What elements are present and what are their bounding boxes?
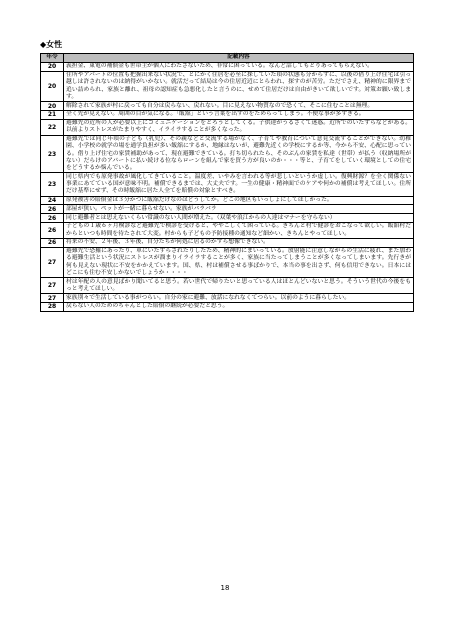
table-body: [41, 63, 414, 312]
age-cell: 27: [41, 247, 64, 277]
content-cell: 子どもの１歳６ヶ月検診など避難先で検診を受けると、ややこしくて困っている。きちんと村で健診をおこなって欲しい。飯舘村だからといつも時間を待たされて大変。村からも子どもの予防接種の通知など細かい、きちんとやってほしい。: [64, 223, 414, 239]
content-cell: 家族別々で生活している事がつらい。自分の家に避難、放話になれなくてつらい。以前のように暮らしたい。: [64, 294, 414, 303]
table-row: [41, 102, 414, 111]
age-cell: 26: [41, 205, 64, 214]
content-cell: 住所やアパートの位置も把握出来ない状況で、とにかく住居を必至に探していた頃の状態も分からずに、以後の借り上げ住宅は引っ越しは許されないのは納得がいかない。就活だって結局は今の住居近辺にとらわれ、探すのが苦労。ただでさえ、精神的に限界まで追い詰められ、家族と離れ、祖母の認知症も急悪化したと言うのに、せめて住居だけは自由がきいて欲しいです。対策お願い致します。: [64, 71, 414, 101]
content-cell: 同じ避難者とは思えないくらい常識のない人間が増えた。（双葉や浪江からの人達はマナーを守らない）: [64, 214, 414, 223]
age-cell: 22: [41, 119, 64, 135]
content-cell: 部屋が狭い。ペットが一緒に暮らせない。家族がバラバラ: [64, 205, 414, 214]
table-row: [41, 303, 414, 312]
age-cell: 23: [41, 135, 64, 173]
table-row: [41, 173, 414, 196]
table-row: [41, 196, 414, 205]
section-title: ◆女性: [40, 40, 63, 49]
content-cell: 戻らない人のためのちゃんとした賠償の継続が必要だと思う。: [64, 303, 414, 312]
table-row: [41, 239, 414, 248]
content-cell: 村は年配の人の意見ばかり聞いてると思う。若い世代で帰りたいと思っている人はほとんどいないと思う。そういう世代の今後をもっと考えてほしい。: [64, 278, 414, 294]
content-column-header: 記載内容: [64, 54, 414, 63]
content-cell: 同じ県内でも原発事故が風化してきていること。温度差、いやみを言われる等が悲しいというか虚しい。復興財源？を全く関係ない事業にあてている国が意味不明。補償できるまでは、大丈夫です。一生の健康・精神面でのケアや何かの補償は考えてほしい。住所だけ基準にせず、その時飯舘に居た人全てを賠償の対象とすべき。: [64, 173, 414, 196]
age-cell: 28: [41, 303, 64, 312]
content-cell: 解除されて家族が村に戻っても自分は戻らない、戻れない。目に見えない物質なので恐くて、そこに住むことは無理。: [64, 102, 414, 111]
content-cell: 避難先では同じ年頃の子ども（乳児）、その親などと交流する場がなく、子育てや教育について意見交流することができない。幼稚園、小学校の就学の場を通学負担が多い飯舘にするか、地縁はないが、避難先近くの学校にするか等、今から不安、心配に思っている。借り上げ住宅の家賃補助があって、現在避難できている。打ち切られたら、そのぶんの家賃を私達（世帯）が払う（収納場所がない）だらけのアパートに払い続ける位ならローンを組んで家を買う方が良いのか・・・等と、子育てをしていく環境としての住宅をどうするか悩んでいる。: [64, 135, 414, 173]
table-row: [41, 294, 414, 303]
age-cell: 26: [41, 239, 64, 248]
age-cell: 20: [41, 63, 64, 72]
age-cell: 26: [41, 214, 64, 223]
age-cell: 26: [41, 223, 64, 239]
age-cell: 20: [41, 71, 64, 101]
page-number: 18: [220, 584, 230, 592]
table-row: [41, 135, 414, 173]
age-cell: 24: [41, 196, 64, 205]
table-header-row: [41, 54, 414, 63]
age-cell: 23: [41, 173, 64, 196]
content-cell: 全く先が見えない。周囲の目が気になる。「飯舘」という言葉を出すのをためらってしまう。不便な事が多すぎる。: [64, 111, 414, 120]
content-cell: 将来の不安、２年後、３年後、自分たちが何処に居るのかすら想像できない。: [64, 239, 414, 248]
age-cell: 27: [41, 294, 64, 303]
table-row: [41, 63, 414, 72]
content-cell: 義担金、東電の補償金も世帯主が個人にわたさないため、非常に困っている。なんど話してもとりあってもらえない。: [64, 63, 414, 72]
table-row: [41, 214, 414, 223]
age-cell: 21: [41, 111, 64, 120]
table-row: [41, 205, 414, 214]
table-row: [41, 119, 414, 135]
age-cell: 27: [41, 278, 64, 294]
records-table: [40, 53, 414, 312]
content-cell: 原発被害の賠償金は３分かつに飯舘だけなのはどうしてか。どこの地区もいっしょにしてほしかった。: [64, 196, 414, 205]
content-cell: 避難先で恐羅にあったり、車にいたずらされたりしたため、精神的にまいっている。放射能に注意しながらの生活に疲れ、また加わる避難生活という状況にストレスが溜まりイライラすることが多く、家族に当たってしまうことが多くなってしまいます。先行きが何も見えない現状に不安をかかえています。国、県、村は補償させる事ばかりで、本当の事を出さず、何も信用できない。日本にはどこにも住む不安しかないでしょうか・・・・: [64, 247, 414, 277]
table-row: [41, 71, 414, 101]
content-cell: 避難先の近所の人が必要以上にコミュニケーションをとろうとしてくる。子供達がうるさくて迷惑。近所でのいたずらなどがある。以前よりストレスがたまりやすく、イライラすることが多くなった。: [64, 119, 414, 135]
table-row: [41, 278, 414, 294]
table-row: [41, 247, 414, 277]
table-row: [41, 111, 414, 120]
table-row: [41, 223, 414, 239]
age-cell: 20: [41, 102, 64, 111]
age-column-header: 年令: [41, 54, 64, 63]
